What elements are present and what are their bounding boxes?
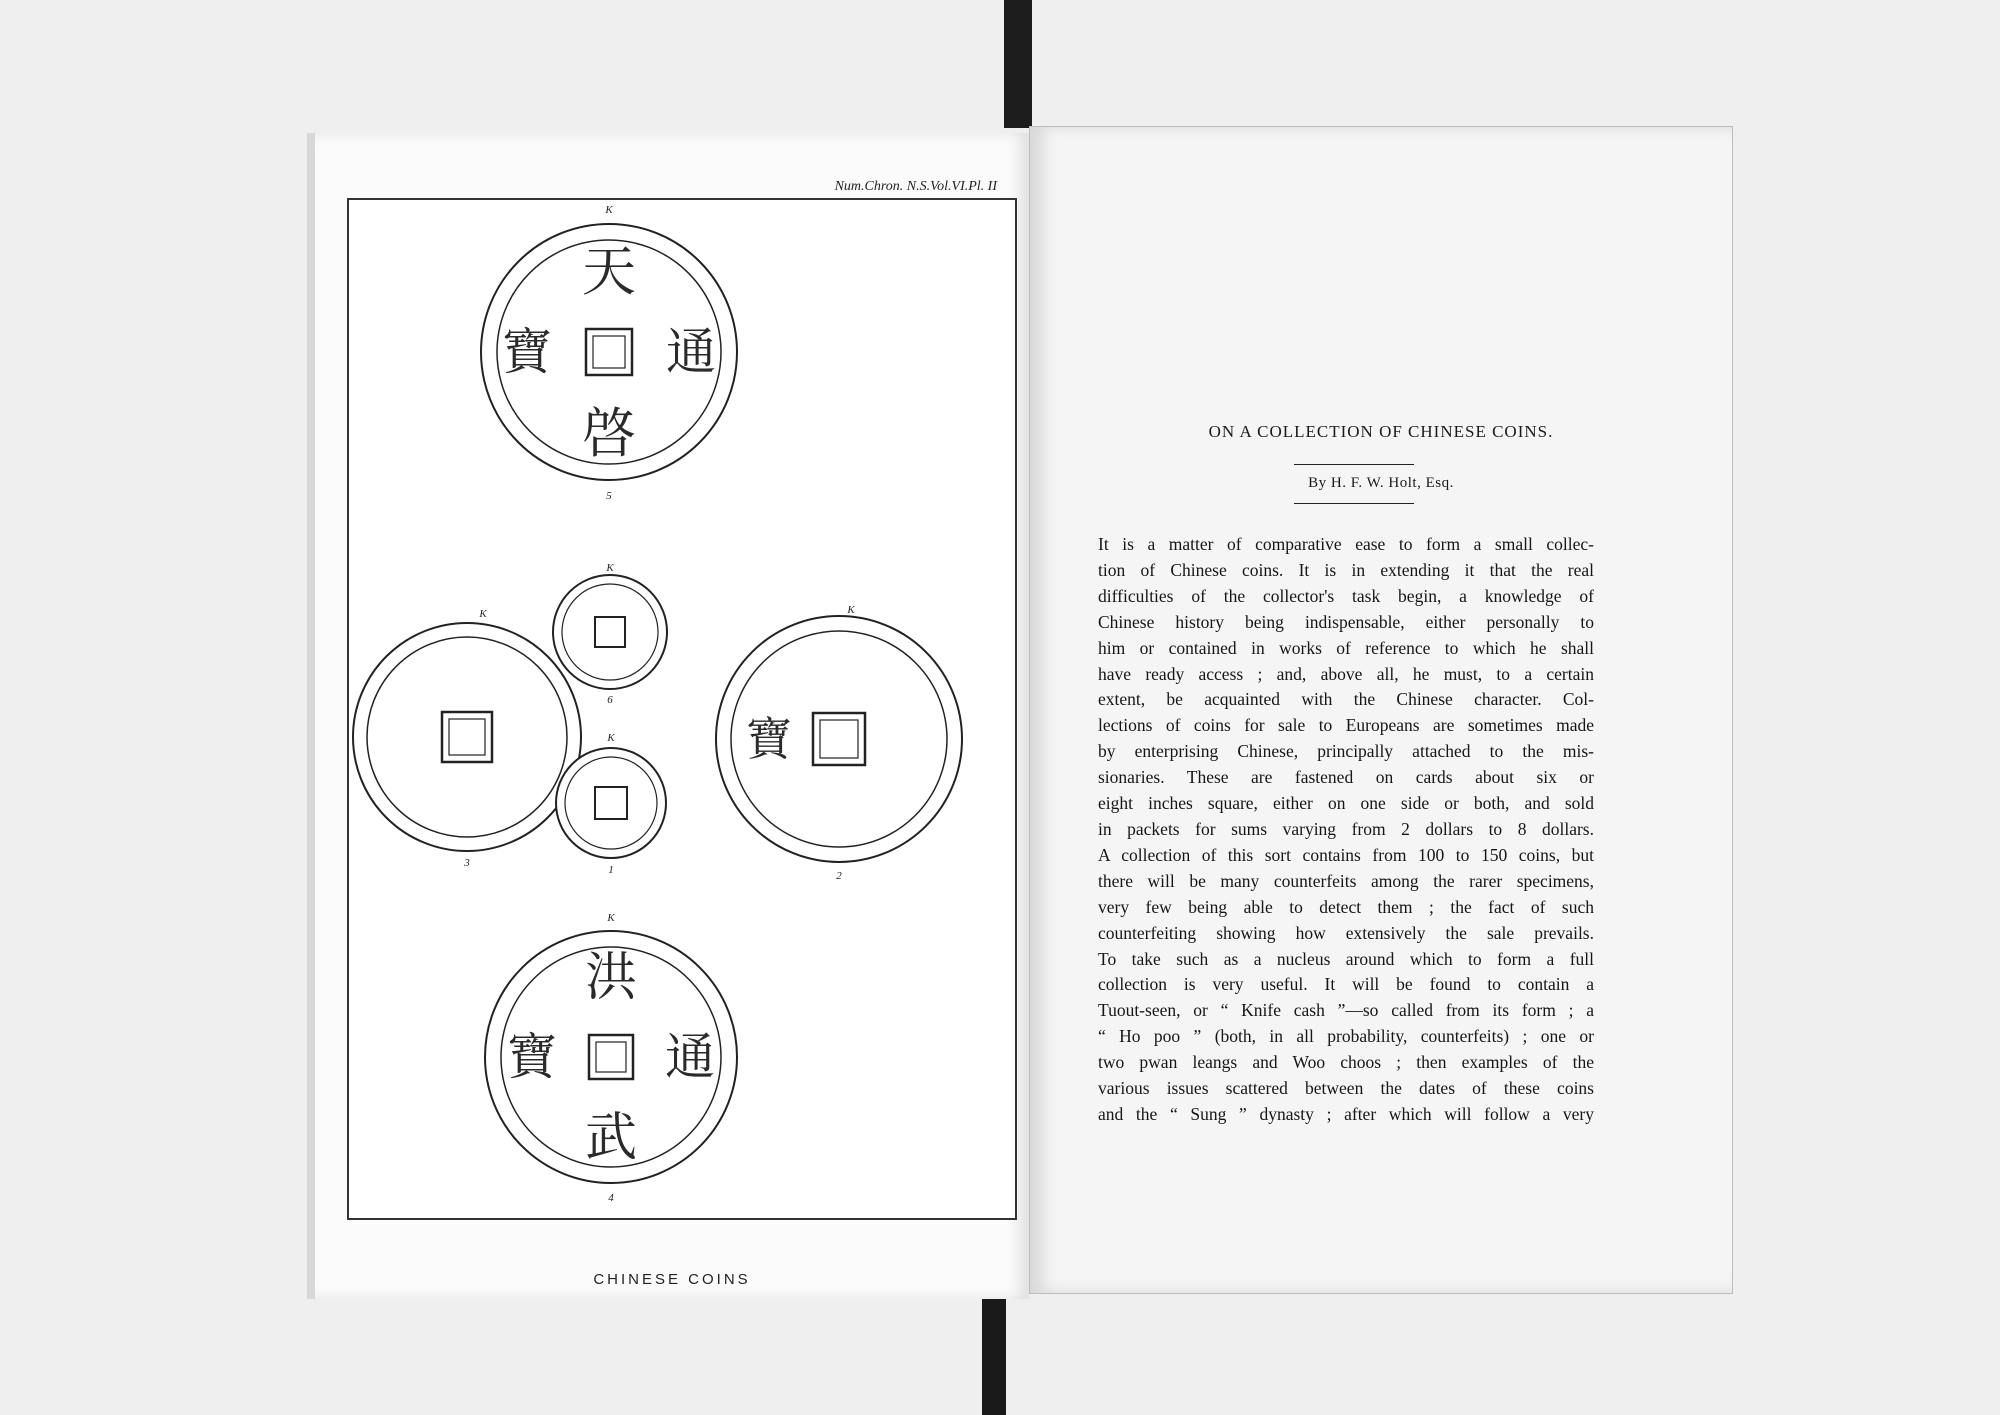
coin-5-char-top: 天 [582, 240, 636, 303]
coin-3-drawing [353, 623, 581, 851]
coin-2-mark: K [847, 604, 855, 616]
body-line: counterfeiting showing how extensively the sale prevails. [1098, 922, 1594, 943]
binding-spine-bottom [982, 1288, 1006, 1415]
title-rule [1294, 464, 1414, 465]
coin-5-char-bottom: 啓 [582, 402, 636, 465]
body-line: and the “ Sung ” dynasty ; after which will follow a very [1098, 1103, 1594, 1124]
left-page-plate [307, 133, 1029, 1299]
body-line: various issues scattered between the dates of these coins [1098, 1078, 1594, 1099]
coin-5-char-right: 通 [666, 323, 716, 381]
body-line: “ Ho poo ” (both, in all probability, counterfeits) ; one or [1098, 1026, 1594, 1047]
body-line: have ready access ; and, above all, he must, to a certain [1098, 663, 1594, 684]
coin-5-char-left: 寶 [502, 323, 552, 381]
plate-caption: CHINESE COINS [593, 1271, 751, 1288]
body-line: very few being able to detect them ; the fact of such [1098, 896, 1594, 917]
article-title: ON A COLLECTION OF CHINESE COINS. [1208, 422, 1554, 441]
article-byline: By H. F. W. Holt, Esq. [1308, 475, 1454, 491]
coin-6-drawing [553, 575, 667, 689]
body-line: A collection of this sort contains from 100 to 150 coins, but [1098, 844, 1594, 865]
body-line: extent, be acquainted with the Chinese character. Col- [1098, 689, 1594, 710]
body-line: It is a matter of comparative ease to form a small collec- [1098, 534, 1594, 554]
coin-4-mark: K [607, 912, 615, 924]
coin-1-drawing [556, 748, 666, 858]
coin-4-number: 4 [608, 1192, 614, 1204]
body-line: eight inches square, either on one side or both, and sold [1098, 793, 1594, 814]
coin-3-number: 3 [464, 857, 470, 869]
coin-6-mark: K [606, 562, 614, 574]
coin-6-number: 6 [607, 694, 613, 706]
body-line: collection is very useful. It will be found to contain a [1098, 974, 1594, 995]
body-line: tion of Chinese coins. It is in extending it that the real [1098, 559, 1594, 580]
article-body [1098, 532, 1594, 1128]
body-line: sionaries. These are fastened on cards about six or [1098, 767, 1594, 788]
body-line: two pwan leangs and Woo choos ; then examples of the [1098, 1052, 1594, 1073]
coin-4-char-bottom: 武 [584, 1108, 638, 1168]
coin-5-mark: K [605, 204, 613, 216]
body-line: difficulties of the collector's task begin, a knowledge of [1098, 585, 1594, 606]
coin-5-number: 5 [606, 490, 612, 502]
coin-3-mark: K [479, 608, 487, 620]
plate-frame [347, 198, 1017, 1220]
plate-reference: Num.Chron. N.S.Vol.VI.Pl. II [834, 179, 997, 194]
coin-2-char-left: 寶 [746, 712, 792, 766]
binding-spine-top [1004, 0, 1032, 128]
body-line: lections of coins for sale to Europeans are sometimes made [1098, 715, 1594, 736]
body-line: there will be many counterfeits among the rarer specimens, [1098, 870, 1594, 891]
right-page-article [1029, 126, 1733, 1294]
body-line: To take such as a nucleus around which to form a full [1098, 948, 1594, 969]
coin-1-mark: K [607, 732, 615, 744]
body-line: him or contained in works of reference to which he shall [1098, 637, 1594, 658]
coin-2-number: 2 [836, 870, 842, 882]
body-line: Tuout-seen, or “ Knife cash ”—so called from its form ; a [1098, 1000, 1594, 1021]
body-line: in packets for sums varying from 2 dollars to 8 dollars. [1098, 818, 1594, 839]
coin-4-char-right: 通 [665, 1028, 715, 1086]
byline-rule [1294, 503, 1414, 504]
body-line: Chinese history being indispensable, either personally to [1098, 611, 1594, 632]
coin-4-char-top: 洪 [584, 948, 638, 1008]
coin-1-number: 1 [608, 864, 614, 876]
coin-4-char-left: 寶 [507, 1028, 557, 1086]
body-line: by enterprising Chinese, principally attached to the mis- [1098, 741, 1594, 762]
